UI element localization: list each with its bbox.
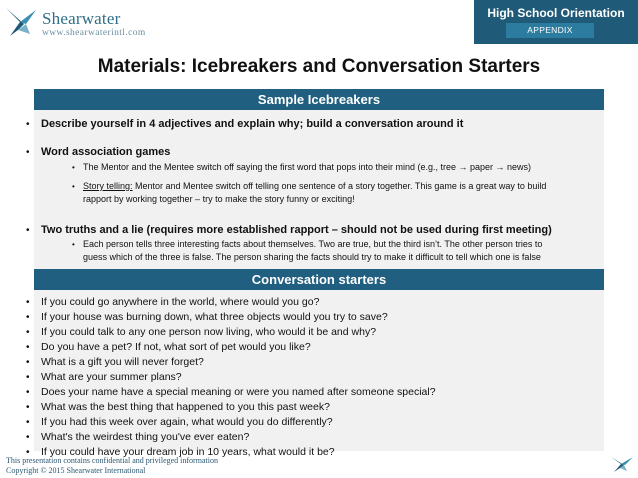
starter-item: What are your summer plans? [41, 371, 182, 383]
icebreaker-item-3: Two truths and a lie (requires more established rapport – should not be used during first meeting) [41, 224, 552, 236]
header-title: High School Orientation [487, 6, 625, 20]
bullet-icon: • [26, 447, 30, 458]
story-telling-label: Story telling: [83, 181, 133, 191]
bullet-icon: • [26, 119, 30, 130]
icebreakers-heading: Sample Icebreakers [34, 89, 604, 110]
bullet-icon: • [26, 417, 30, 428]
bullet-icon: • [26, 342, 30, 353]
bullet-icon: • [26, 147, 30, 158]
sub-bullet-icon: • [72, 163, 75, 172]
bullet-icon: • [26, 432, 30, 443]
starter-item: Do you have a pet? If not, what sort of pet would you like? [41, 341, 311, 353]
bullet-icon: • [26, 327, 30, 338]
starter-item: Does your name have a special meaning or were you named after someone special? [41, 386, 436, 398]
bullet-icon: • [26, 402, 30, 413]
starter-item: What's the weirdest thing you've ever eaten? [41, 431, 250, 443]
bullet-icon: • [26, 297, 30, 308]
brand-url: www.shearwaterintl.com [42, 28, 146, 38]
starter-item: If you could go anywhere in the world, where would you go? [41, 296, 320, 308]
sub-bullet-icon: • [72, 240, 75, 249]
starter-item: What is a gift you will never forget? [41, 356, 204, 368]
starter-item: If you had this week over again, what would you do differently? [41, 416, 333, 428]
bird-logo-icon [4, 4, 38, 40]
bird-logo-icon [610, 454, 634, 474]
bullet-icon: • [26, 387, 30, 398]
icebreaker-item-1: Describe yourself in 4 adjectives and explain why; build a conversation around it [41, 118, 464, 130]
icebreaker-item-3-sub-1 [83, 238, 588, 264]
starter-item: If your house was burning down, what three objects would you try to save? [41, 311, 388, 323]
story-telling-line-1: Mentor and Mentee switch off telling one sentence of a story together. This game is a great way to build [132, 181, 547, 191]
starter-item: What was the best thing that happened to you this past week? [41, 401, 330, 413]
icebreaker-item-2-sub-2 [83, 180, 583, 206]
page-title: Materials: Icebreakers and Conversation Starters [97, 56, 541, 77]
appendix-badge: APPENDIX [506, 23, 594, 38]
bullet-icon: • [26, 357, 30, 368]
two-truths-line-1: Each person tells three interesting facts about themselves. Two are true, but the third isn’t. The other person tries to [83, 239, 543, 249]
icebreaker-item-2-sub-1: The Mentor and the Mentee switch off saying the first word that pops into their mind (e.g., tree → paper → news) [83, 162, 532, 172]
sub-bullet-icon: • [72, 182, 75, 191]
starters-heading: Conversation starters [34, 269, 604, 290]
footer-copyright: Copyright © 2015 Shearwater International [6, 466, 146, 475]
icebreaker-item-2: Word association games [41, 146, 171, 158]
bullet-icon: • [26, 372, 30, 383]
two-truths-line-2: guess which of the three is false. The person sharing the facts should try to make it difficult to tell which one is false [83, 252, 541, 262]
header [0, 0, 638, 44]
bullet-icon: • [26, 312, 30, 323]
story-telling-line-2: rapport by working together – try to make the story funny or exciting! [83, 194, 355, 204]
bullet-icon: • [26, 225, 30, 236]
starter-item: If you could have your dream job in 10 years, what would it be? [41, 446, 335, 458]
starter-item: If you could talk to any one person now living, who would it be and why? [41, 326, 377, 338]
footer-confidential: This presentation contains confidential and privileged information [6, 456, 218, 465]
brand-name: Shearwater [42, 9, 121, 28]
